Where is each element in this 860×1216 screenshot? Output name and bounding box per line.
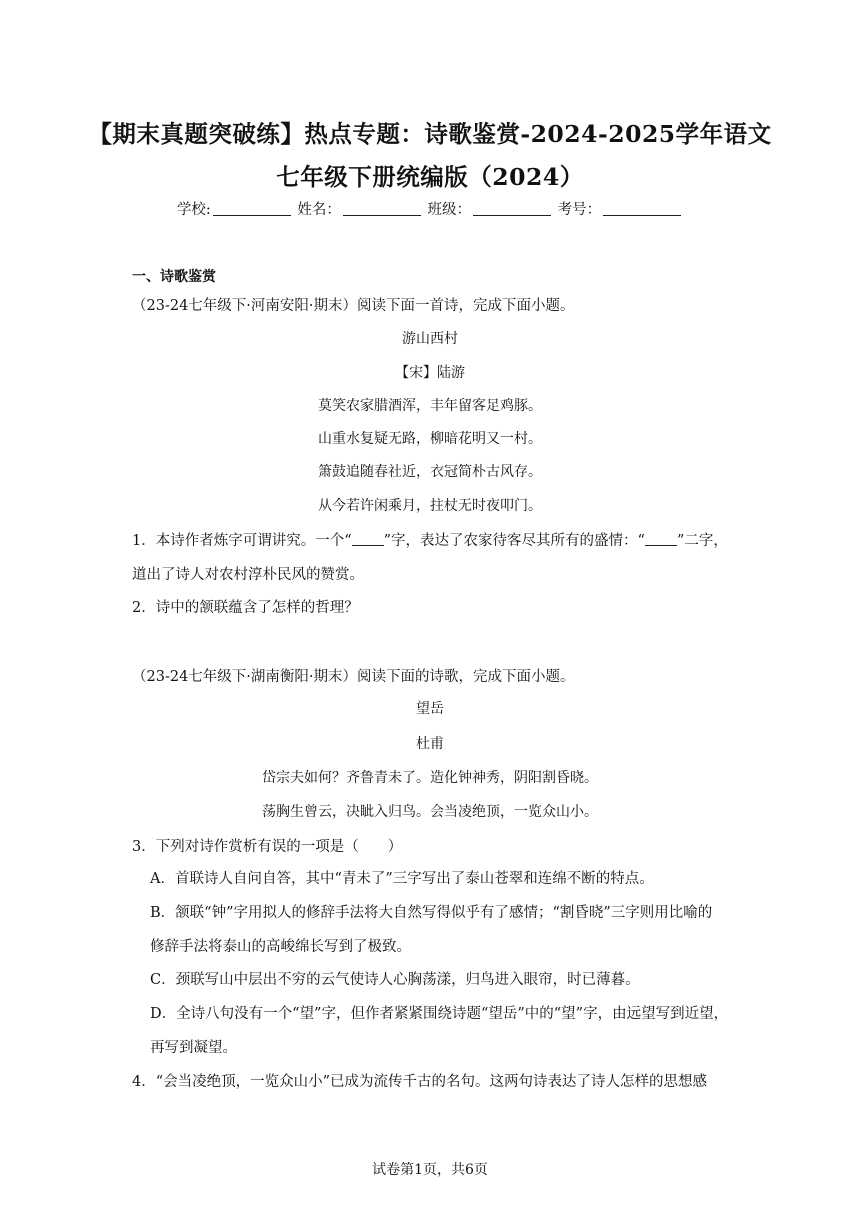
poem2-line: 岱宗夫如何？齐鲁青未了。造化钟神秀，阴阳割昏晓。 (262, 770, 598, 786)
question-2: 2．诗中的颔联蕴含了怎样的哲理？ (132, 600, 359, 616)
option-b[interactable]: B．颔联“钟”字用拟人的修辞手法将大自然写得似乎有了感情；“割昏晓”三字则用比喻的 (150, 905, 713, 921)
student-info-row (0, 198, 860, 219)
answer-blank-2[interactable] (645, 533, 677, 546)
question-1-text-c: ”二字， (676, 533, 728, 549)
page-footer: 试卷第1页，共6页 (372, 1162, 488, 1178)
question-3-stem: 3．下列对诗作赏析有误的一项是（ ） (132, 839, 403, 855)
poem1-line: 山重水复疑无路，柳暗花明又一村。 (318, 431, 542, 447)
poem1-line: 从今若许闲乘月，拄杖无时夜叩门。 (318, 498, 542, 514)
question-1-text-a: 1．本诗作者炼字可谓讲究。一个“ (132, 533, 352, 549)
option-d-line2: 再写到凝望。 (150, 1040, 237, 1056)
poem2-intro: （23-24七年级下·湖南衡阳·期末）阅读下面的诗歌，完成下面小题。 (132, 669, 575, 685)
option-c[interactable]: C．颈联写山中层出不穷的云气使诗人心胸荡漾，归鸟进入眼帘，时已薄暮。 (150, 972, 640, 988)
number-label: 考号： (557, 202, 602, 218)
option-a[interactable]: A．首联诗人自问自答，其中“青未了”三字写出了泰山苍翠和连绵不断的特点。 (150, 871, 654, 887)
doc-title-line1: 【期末真题突破练】热点专题：诗歌鉴赏-2024-2025学年语文 (88, 120, 772, 148)
poem1-line: 箫鼓追随春社近，衣冠简朴古风存。 (318, 464, 542, 480)
poem2-line: 荡胸生曾云，决眦入归鸟。会当凌绝顶，一览众山小。 (262, 804, 598, 820)
name-field[interactable] (343, 201, 421, 216)
class-label: 班级： (427, 202, 471, 218)
poem1-line: 莫笑农家腊酒浑，丰年留客足鸡豚。 (318, 398, 542, 414)
poem2-title: 望岳 (416, 701, 444, 717)
poem2-author: 杜甫 (416, 736, 444, 752)
answer-blank-1[interactable] (352, 533, 384, 546)
doc-title-line2: 七年级下册统编版（2024） (276, 163, 584, 191)
school-field[interactable] (213, 201, 291, 216)
name-label: 姓名： (297, 202, 341, 218)
option-d[interactable]: D．全诗八句没有一个“望”字，但作者紧紧围绕诗题“望岳”中的“望”字，由远望写到近望， (150, 1006, 729, 1022)
poem1-intro: （23-24七年级下·河南安阳·期末）阅读下面一首诗，完成下面小题。 (132, 298, 575, 314)
question-1-line2: 道出了诗人对农村淳朴民风的赞赏。 (132, 567, 364, 583)
poem1-author: 【宋】陆游 (395, 365, 465, 381)
question-1-text-b: ”字，表达了农家待客尽其所有的盛情：“ (383, 533, 645, 549)
poem1-title: 游山西村 (402, 331, 458, 347)
class-field[interactable] (473, 201, 551, 216)
question-1 (132, 529, 728, 550)
section-heading: 一、诗歌鉴赏 (132, 269, 216, 285)
option-b-line2: 修辞手法将泰山的高峻绵长写到了极致。 (150, 939, 411, 955)
number-field[interactable] (603, 201, 681, 216)
school-label: 学校: (176, 202, 211, 218)
question-4: 4．“会当凌绝顶，一览众山小”已成为流传千古的名句。这两句诗表达了诗人怎样的思想感 (132, 1074, 708, 1090)
